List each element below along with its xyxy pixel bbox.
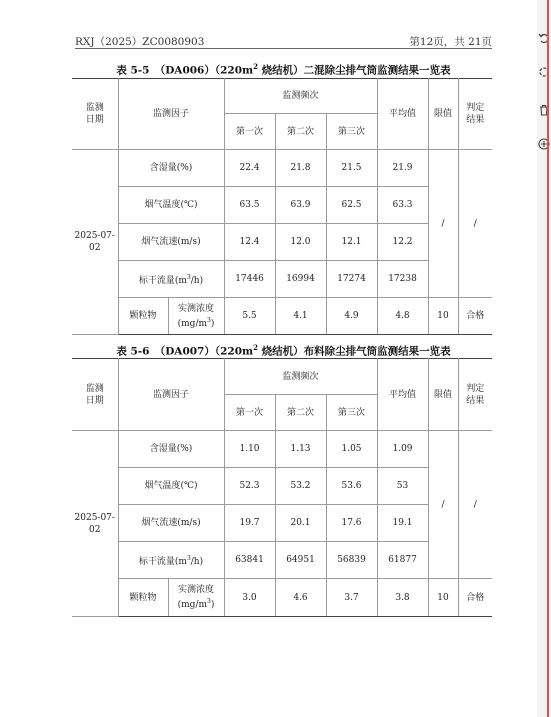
factor-label: 烟气温度(℃) — [118, 187, 224, 224]
limit-cell: 10 — [428, 579, 458, 617]
value-cell: 17274 — [326, 261, 377, 298]
sampling-date: 2025-07-02 — [72, 150, 118, 335]
value-cell: 12.1 — [326, 224, 377, 261]
pollutant-label: 颗粒物 — [118, 579, 168, 617]
value-cell: 1.05 — [326, 431, 377, 468]
table-row — [72, 431, 492, 468]
average-cell: 21.9 — [377, 150, 428, 187]
results-table-5-5 — [72, 78, 492, 335]
table-caption-5-5: 表 5-5 $(DA006)(220m^2$ 烧结机）二混除尘排气筒监测结果一览表 — [116, 62, 451, 77]
factor-label: 烟气流速(m/s) — [118, 224, 224, 261]
value-cell: 3.7 — [326, 579, 377, 617]
table-row — [72, 298, 492, 335]
header-limit: 限值 — [428, 79, 458, 150]
value-cell: 63.5 — [224, 187, 275, 224]
factor-label: 含湿量(%) — [118, 150, 224, 187]
header-first: 第一次 — [224, 114, 275, 150]
value-cell: 52.3 — [224, 468, 275, 505]
factor-label: 烟气流速(m/s) — [118, 505, 224, 542]
average-cell: 63.3 — [377, 187, 428, 224]
header-second: 第二次 — [275, 395, 326, 431]
value-cell: 12.0 — [275, 224, 326, 261]
value-cell: 12.4 — [224, 224, 275, 261]
header-average: 平均值 — [377, 359, 428, 431]
value-cell: 64951 — [275, 542, 326, 579]
header-factor: 监测因子 — [118, 79, 224, 150]
header-frequency: 监测频次 — [224, 359, 377, 395]
value-cell: 53.2 — [275, 468, 326, 505]
limit-cell: 10 — [428, 298, 458, 335]
value-cell: 1.10 — [224, 431, 275, 468]
average-cell: 3.8 — [377, 579, 428, 617]
value-cell: 17446 — [224, 261, 275, 298]
factor-label: 含湿量(%) — [118, 431, 224, 468]
report-number: RXJ（2025）ZC0080903 — [75, 36, 205, 48]
value-cell: 19.7 — [224, 505, 275, 542]
page-header — [75, 34, 492, 48]
header-divider — [75, 48, 492, 49]
table-row — [72, 579, 492, 617]
factor-label: 标干流量$(m^3/h)$ — [118, 542, 224, 579]
average-cell: 4.8 — [377, 298, 428, 335]
value-cell: 17.6 — [326, 505, 377, 542]
sampling-date: 2025-07-02 — [72, 431, 118, 617]
limit-cell: / — [428, 431, 458, 579]
average-cell: 12.2 — [377, 224, 428, 261]
header-limit: 限值 — [428, 359, 458, 431]
value-cell: 1.13 — [275, 431, 326, 468]
value-cell: 16994 — [275, 261, 326, 298]
header-judgement: 判定 结果 — [458, 359, 492, 431]
results-table-5-6 — [72, 358, 492, 617]
header-date: 监测 日期 — [72, 359, 118, 431]
factor-label: 标干流量$(m^3/h)$ — [118, 261, 224, 298]
value-cell: 56839 — [326, 542, 377, 579]
average-cell: 61877 — [377, 542, 428, 579]
accent-edge — [547, 0, 549, 717]
value-cell: 5.5 — [224, 298, 275, 335]
header-factor: 监测因子 — [118, 359, 224, 431]
header-date: 监测 日期 — [72, 79, 118, 150]
pollutant-sub-label: 实测浓度 $(mg/m^3)$ — [168, 298, 224, 335]
value-cell: 4.9 — [326, 298, 377, 335]
value-cell: 21.8 — [275, 150, 326, 187]
header-average: 平均值 — [377, 79, 428, 150]
judgement-cell: 合格 — [458, 579, 492, 617]
value-cell: 63841 — [224, 542, 275, 579]
judgement-cell: / — [458, 431, 492, 579]
value-cell: 4.6 — [275, 579, 326, 617]
header-judgement: 判定 结果 — [458, 79, 492, 150]
value-cell: 20.1 — [275, 505, 326, 542]
value-cell: 22.4 — [224, 150, 275, 187]
table-caption-5-6: 表 5-6 $(DA007)(220m^2$ 烧结机）布料除尘排气筒监测结果一览表 — [116, 343, 451, 358]
value-cell: 53.6 — [326, 468, 377, 505]
factor-label: 烟气温度(℃) — [118, 468, 224, 505]
value-cell: 3.0 — [224, 579, 275, 617]
header-frequency: 监测频次 — [224, 79, 377, 114]
table-row — [72, 150, 492, 187]
header-third: 第三次 — [326, 395, 377, 431]
pollutant-label: 颗粒物 — [118, 298, 168, 335]
value-cell: 4.1 — [275, 298, 326, 335]
limit-cell: / — [428, 150, 458, 298]
value-cell: 63.9 — [275, 187, 326, 224]
judgement-cell: 合格 — [458, 298, 492, 335]
value-cell: 21.5 — [326, 150, 377, 187]
page-number: 第12页，共 21页 — [409, 36, 492, 48]
average-cell: 17238 — [377, 261, 428, 298]
header-third: 第三次 — [326, 114, 377, 150]
pollutant-sub-label: 实测浓度 $(mg/m^3)$ — [168, 579, 224, 617]
value-cell: 62.5 — [326, 187, 377, 224]
header-second: 第二次 — [275, 114, 326, 150]
judgement-cell: / — [458, 150, 492, 298]
average-cell: 19.1 — [377, 505, 428, 542]
average-cell: 1.09 — [377, 431, 428, 468]
average-cell: 53 — [377, 468, 428, 505]
header-first: 第一次 — [224, 395, 275, 431]
